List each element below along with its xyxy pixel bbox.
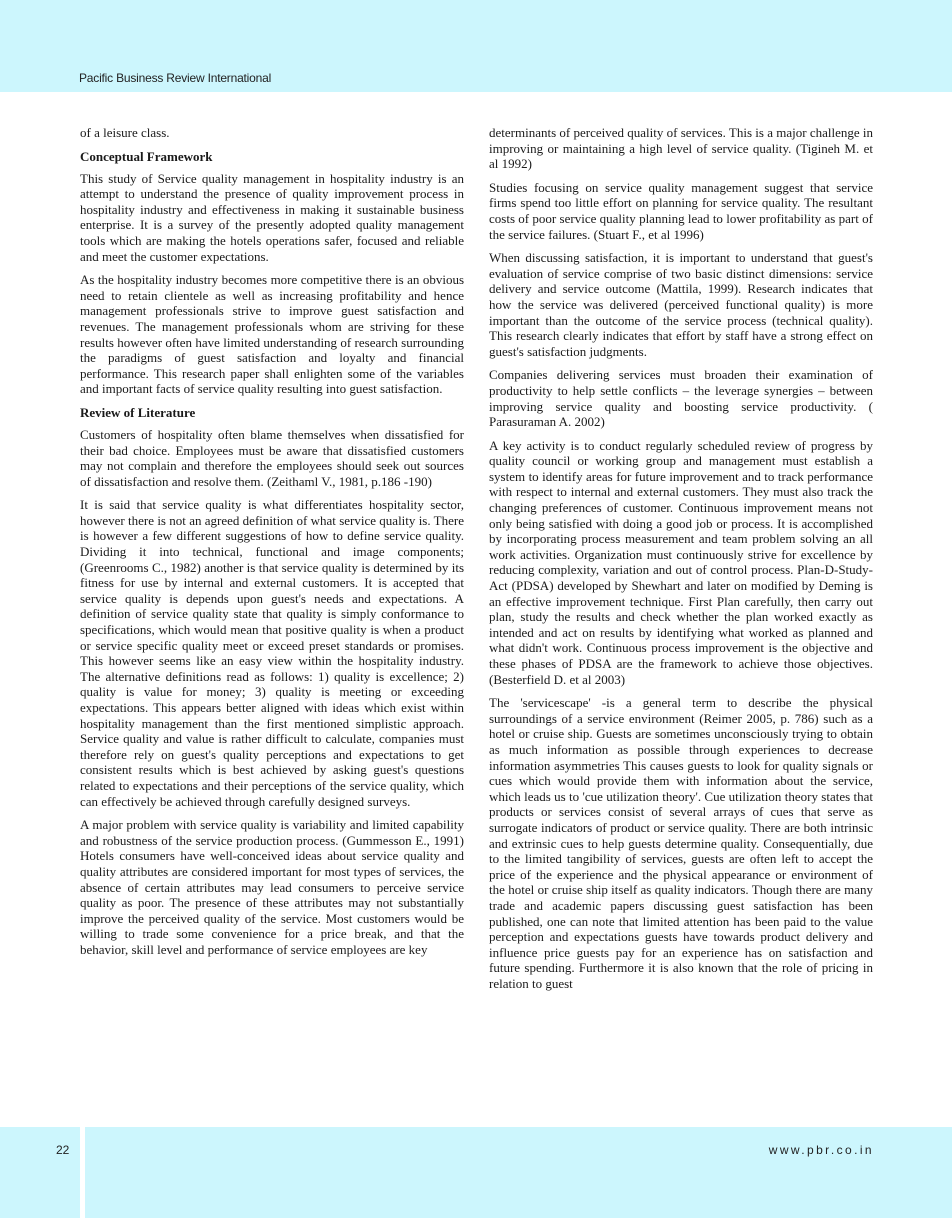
paragraph-productivity: Companies delivering services must broaden their examination of productivity to help settle conflicts – the leverage synergies – between improving service quality and boosting service productivity. ( Parasuraman A. 2002): [489, 367, 873, 430]
paragraph-customer-blame: Customers of hospitality often blame themselves when dissatisfied for their bad choice. Employees must be aware that dissatisfied customers may not complain and therefore the employees should seek out sources of dissatisfaction and resolve them. (Zeithaml V., 1981, p.186 -190): [80, 426, 464, 489]
paragraph-servicescape: The 'servicescape' -is a general term to describe the physical surroundings of a service environment (Reimer 2005, p. 786) such as a hotel or cruise ship. Guests are sometimes unconsciously trying to obtain as much information as possible through experiences to decrease information asymmetries This causes guests to look for quality signals or cues which would provide them with information about the service, which leads us to 'cue utilization theory'. Cue utilization theory states that products or services consist of several arrays of cues that serve as surrogate indicators of product or service quality. There are both intrinsic and extrinsic cues to help guests determine quality. Consequentially, due to the limited tangibility of services, guests are often left to accept the price of the experience and the physical appearance or environment of the hotel or cruise ship itself as quality indicators. Though there are many trade and academic papers discussing guest satisfaction has been published, one can note that limited attention has been paid to the value perception and expectations guests have towards product delivery and influence price guests pay for an experience has on satisfaction and future spending. Furthermore it is also known that the role of pricing in relation to guest: [489, 695, 873, 991]
paragraph-planning-studies: Studies focusing on service quality management suggest that service firms spend too little effort on planning for service quality. The resultant costs of poor service quality planning lead to lower profitability as part of the service failures. (Stuart F., et al 1996): [489, 179, 873, 242]
paragraph-service-quality-definitions: It is said that service quality is what differentiates hospitality sector, however there is not an agreed definition of what service quality is. There is however a few different suggestions of how to define service quality. Dividing it into technical, functional and image components; (Greenrooms C., 1982) another is that service quality is determined by its fitness for use by internal and external customers. It is accepted that service quality is depends upon guest's needs and expectations. A definition of service quality state that quality is simply conformance to specifications, which would mean that positive quality is when a product or service specific quality meet or exceed preset standards or promises. This however seems like an easy view within the hospitality industry. The alternative definitions read as follows: 1) quality is excellence; 2) quality is value for money; 3) quality is meeting or exceeding expectations. This appears better aligned with ideas which exist within hospitality management than the first mentioned simplistic approach. Service quality and value is rather difficult to calculate, companies must therefore rely on guest's quality perceptions and expectations to get consistent results which is best achieved by asking guest's questions related to expectations and their perceptions of the service quality, which can effectively be achieved through carefully designed surveys.: [80, 497, 464, 809]
paragraph-competitive-industry: As the hospitality industry becomes more competitive there is an obvious need to retain clientele as well as increasing profitability and hence management professionals strive to improve guest satisfaction and revenues. The management professionals whom are striving for these results however often have limited understanding of research surrounding the paradigms of guest satisfaction and loyalty and financial performance. This research paper shall enlighten some of the variables and important facts of service quality resulting into guest satisfaction.: [80, 272, 464, 397]
footer-band: [0, 1127, 952, 1218]
footer-divider: [80, 1127, 85, 1218]
right-column: [489, 125, 873, 1100]
page-number: 22: [56, 1143, 70, 1157]
heading-conceptual-framework: Conceptual Framework: [80, 148, 213, 164]
paragraph-leisure-class-end: of a leisure class.: [80, 125, 170, 140]
heading-review-of-literature: Review of Literature: [80, 404, 196, 420]
journal-name: Pacific Business Review International: [79, 71, 272, 85]
paragraph-study-intro: This study of Service quality management in hospitality industry is an attempt to understand the presence of quality improvement process in hospitality industry and effectiveness in making it sustainable business enterprise. It is a survey of the presently adopted quality management tools which are making the hotels operations safer, focused and reliable and meet the customer expectations.: [80, 170, 464, 264]
header-band: [0, 0, 952, 92]
paragraph-determinants: determinants of perceived quality of services. This is a major challenge in improving or maintaining a high level of service quality. (Tigineh M. et al 1992): [489, 125, 873, 172]
paragraph-continuous-improvement: A key activity is to conduct regularly scheduled review of progress by quality council or working group and management must establish a system to identify areas for future improvement and to track performance with respect to internal and external customers. They must also track the changing preferences of customer. Continuous improvement means not only being satisfied with doing a good job or process. It is accomplished by incorporating process measurement and team problem solving an all work activities. Organization must continuously strive for excellence by reducing complexity, variation and out of control process. Plan-D-Study-Act (PDSA) developed by Shewhart and later on modified by Deming is an effective improvement technique. First Plan carefully, then carry out plan, study the results and check whether the plan worked exactly as intended and act on results by identifying what worked as planned and what didn't work. Continuous process improvement is the objective and these phases of PDSA are the framework to achieve those objectives. (Besterfield D. et al 2003): [489, 437, 873, 687]
paragraph-satisfaction-dimensions: When discussing satisfaction, it is important to understand that guest's evaluation of service comprise of two basic distinct dimensions: service delivery and service outcome (Mattila, 1999). Research indicates that how the service was delivered (perceived functional quality) is more important than the outcome of the service process (technical quality). This research clearly indicates that effort by staff have a strong effect on guest's satisfaction judgments.: [489, 250, 873, 359]
paragraph-variability-problem: A major problem with service quality is variability and limited capability and robustness of the service production process. (Gummesson E., 1991) Hotels consumers have well-conceived ideas about service quality and quality attributes are considered important for most types of services, the absence of certain attributes may lead consumers to perceive service quality as poor. The presence of these attributes may not substantially improve the perceived quality of the service. Most customers would be willing to trade some convenience for a price break, and that the behavior, skill level and performance of service employees are key: [80, 817, 464, 957]
website-url: www.pbr.co.in: [768, 1143, 874, 1157]
left-column: [80, 125, 464, 1100]
